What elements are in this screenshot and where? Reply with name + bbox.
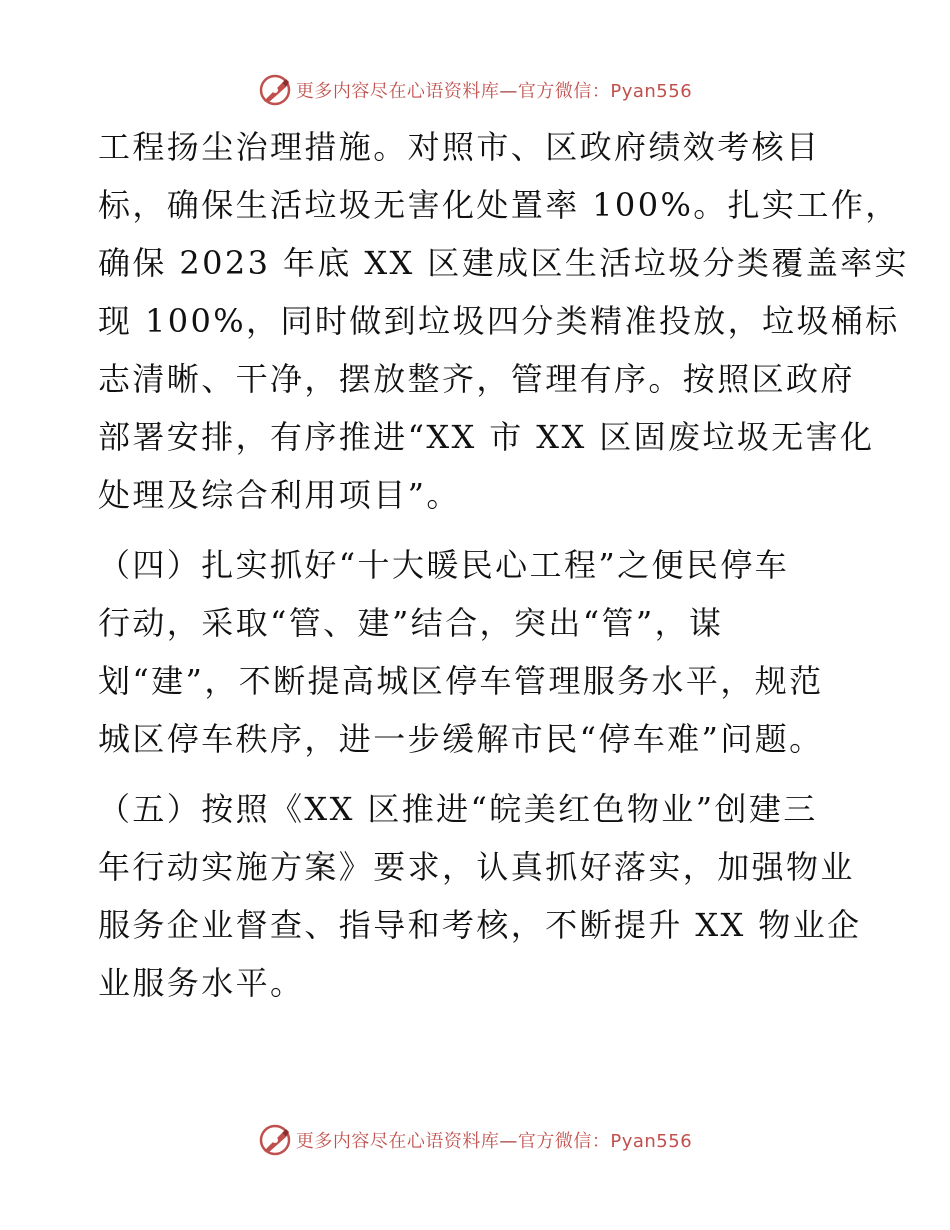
paragraph-1 xyxy=(98,118,909,524)
footer-watermark xyxy=(0,1120,950,1160)
text-line: 处理及综合利用项目”。 xyxy=(98,476,461,514)
text-line: 工程扬尘治理措施。对照市、区政府绩效考核目 xyxy=(98,128,821,166)
header-watermark xyxy=(0,70,950,110)
pen-logo-icon xyxy=(258,73,292,107)
watermark-text: 更多内容尽在心语资料库—官方微信：Pyan556 xyxy=(295,1131,693,1152)
text-line: 划“建”，不断提高城区停车管理服务水平，规范 xyxy=(98,662,824,700)
text-line: 服务企业督查、指导和考核，不断提升 XX 物业企 xyxy=(98,906,862,944)
paragraph-2 xyxy=(98,536,868,768)
pen-logo-icon xyxy=(258,1123,292,1157)
text-line: （四）扎实抓好“十大暖民心工程”之便民停车 xyxy=(98,546,790,584)
watermark-text: 更多内容尽在心语资料库—官方微信：Pyan556 xyxy=(295,81,693,102)
text-line: 年行动实施方案》要求，认真抓好落实，加强物业 xyxy=(98,848,855,886)
text-line: 确保 2023 年底 XX 区建成区生活垃圾分类覆盖率实 xyxy=(98,244,909,282)
text-line: 业服务水平。 xyxy=(98,964,305,1002)
text-line: （五）按照《XX 区推进“皖美红色物业”创建三 xyxy=(98,790,818,828)
document-body xyxy=(98,118,909,1012)
text-line: 现 100%，同时做到垃圾四分类精准投放，垃圾桶标 xyxy=(98,302,900,340)
text-line: 城区停车秩序，进一步缓解市民“停车难”问题。 xyxy=(98,720,824,758)
text-line: 志清晰、干净，摆放整齐，管理有序。按照区政府 xyxy=(98,360,855,398)
paragraph-3 xyxy=(98,780,868,1012)
text-line: 标，确保生活垃圾无害化处置率 100%。扎实工作， xyxy=(98,186,900,224)
text-line: 行动，采取“管、建”结合，突出“管”，谋 xyxy=(98,604,724,642)
text-line: 部署安排，有序推进“XX 市 XX 区固废垃圾无害化 xyxy=(98,418,875,456)
